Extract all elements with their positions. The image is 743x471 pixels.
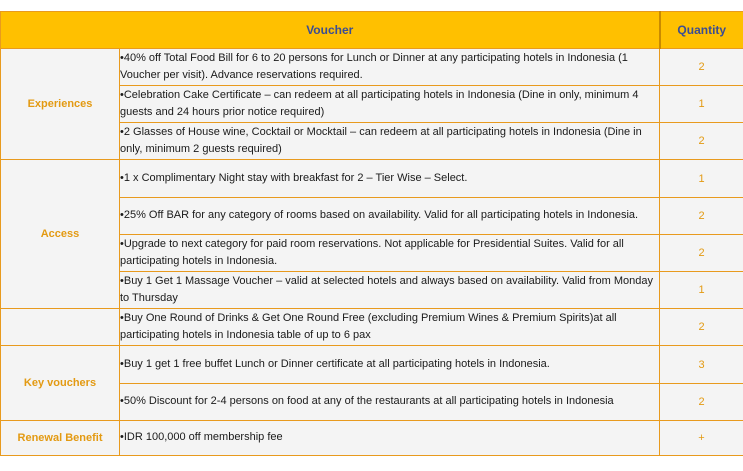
voucher-quantity: 2 [660,123,743,160]
voucher-quantity: 2 [660,49,743,86]
group-label-key-vouchers: Key vouchers [1,346,120,421]
voucher-quantity: 2 [660,235,743,272]
quantity-header: Quantity [660,12,743,49]
voucher-description: •40% off Total Food Bill for 6 to 20 persons for Lunch or Dinner at any participating hotels in Indonesia (1 Voucher per visit). Advance reservations required. [120,49,660,86]
group-label-experiences: Experiences [1,49,120,160]
table-row [1,346,743,384]
group-label-empty [1,309,120,346]
voucher-quantity: 3 [660,346,743,384]
header-row [1,12,743,49]
voucher-description: •2 Glasses of House wine, Cocktail or Mocktail – can redeem at all participating hotels in Indonesia (Dine in only, minimum 2 guests required) [120,123,660,160]
voucher-description: •IDR 100,000 off membership fee [120,421,660,456]
voucher-description: •Buy 1 get 1 free buffet Lunch or Dinner certificate at all participating hotels in Indonesia. [120,346,660,384]
voucher-description: •25% Off BAR for any category of rooms based on availability. Valid for all participating hotels in Indonesia. [120,198,660,235]
group-label-renewal-benefit: Renewal Benefit [1,421,120,456]
table-row [1,421,743,456]
table-row [1,49,743,86]
voucher-description: •Buy One Round of Drinks & Get One Round Free (excluding Premium Wines & Premium Spirits)at all participating hotels in Indonesia table of up to 6 pax [120,309,660,346]
voucher-description: •Buy 1 Get 1 Massage Voucher – valid at selected hotels and always based on availability. Valid from Monday to Thursday [120,272,660,309]
group-label-access: Access [1,160,120,309]
voucher-description: •Upgrade to next category for paid room reservations. Not applicable for Presidential Suites. Valid for all participating hotels in Indonesia. [120,235,660,272]
table-row [1,309,743,346]
voucher-header: Voucher [1,12,660,49]
voucher-quantity: 1 [660,272,743,309]
voucher-quantity: 1 [660,86,743,123]
voucher-quantity: 2 [660,309,743,346]
voucher-description: •1 x Complimentary Night stay with breakfast for 2 – Tier Wise – Select. [120,160,660,198]
voucher-quantity: 2 [660,384,743,421]
table-row [1,160,743,198]
voucher-quantity: + [660,421,743,456]
voucher-description: •Celebration Cake Certificate – can redeem at all participating hotels in Indonesia (Dine in only, minimum 4 guests and 24 hours prior notice required) [120,86,660,123]
voucher-quantity: 2 [660,198,743,235]
voucher-table [0,11,743,456]
voucher-description: •50% Discount for 2-4 persons on food at any of the restaurants at all participating hotels in Indonesia [120,384,660,421]
voucher-quantity: 1 [660,160,743,198]
